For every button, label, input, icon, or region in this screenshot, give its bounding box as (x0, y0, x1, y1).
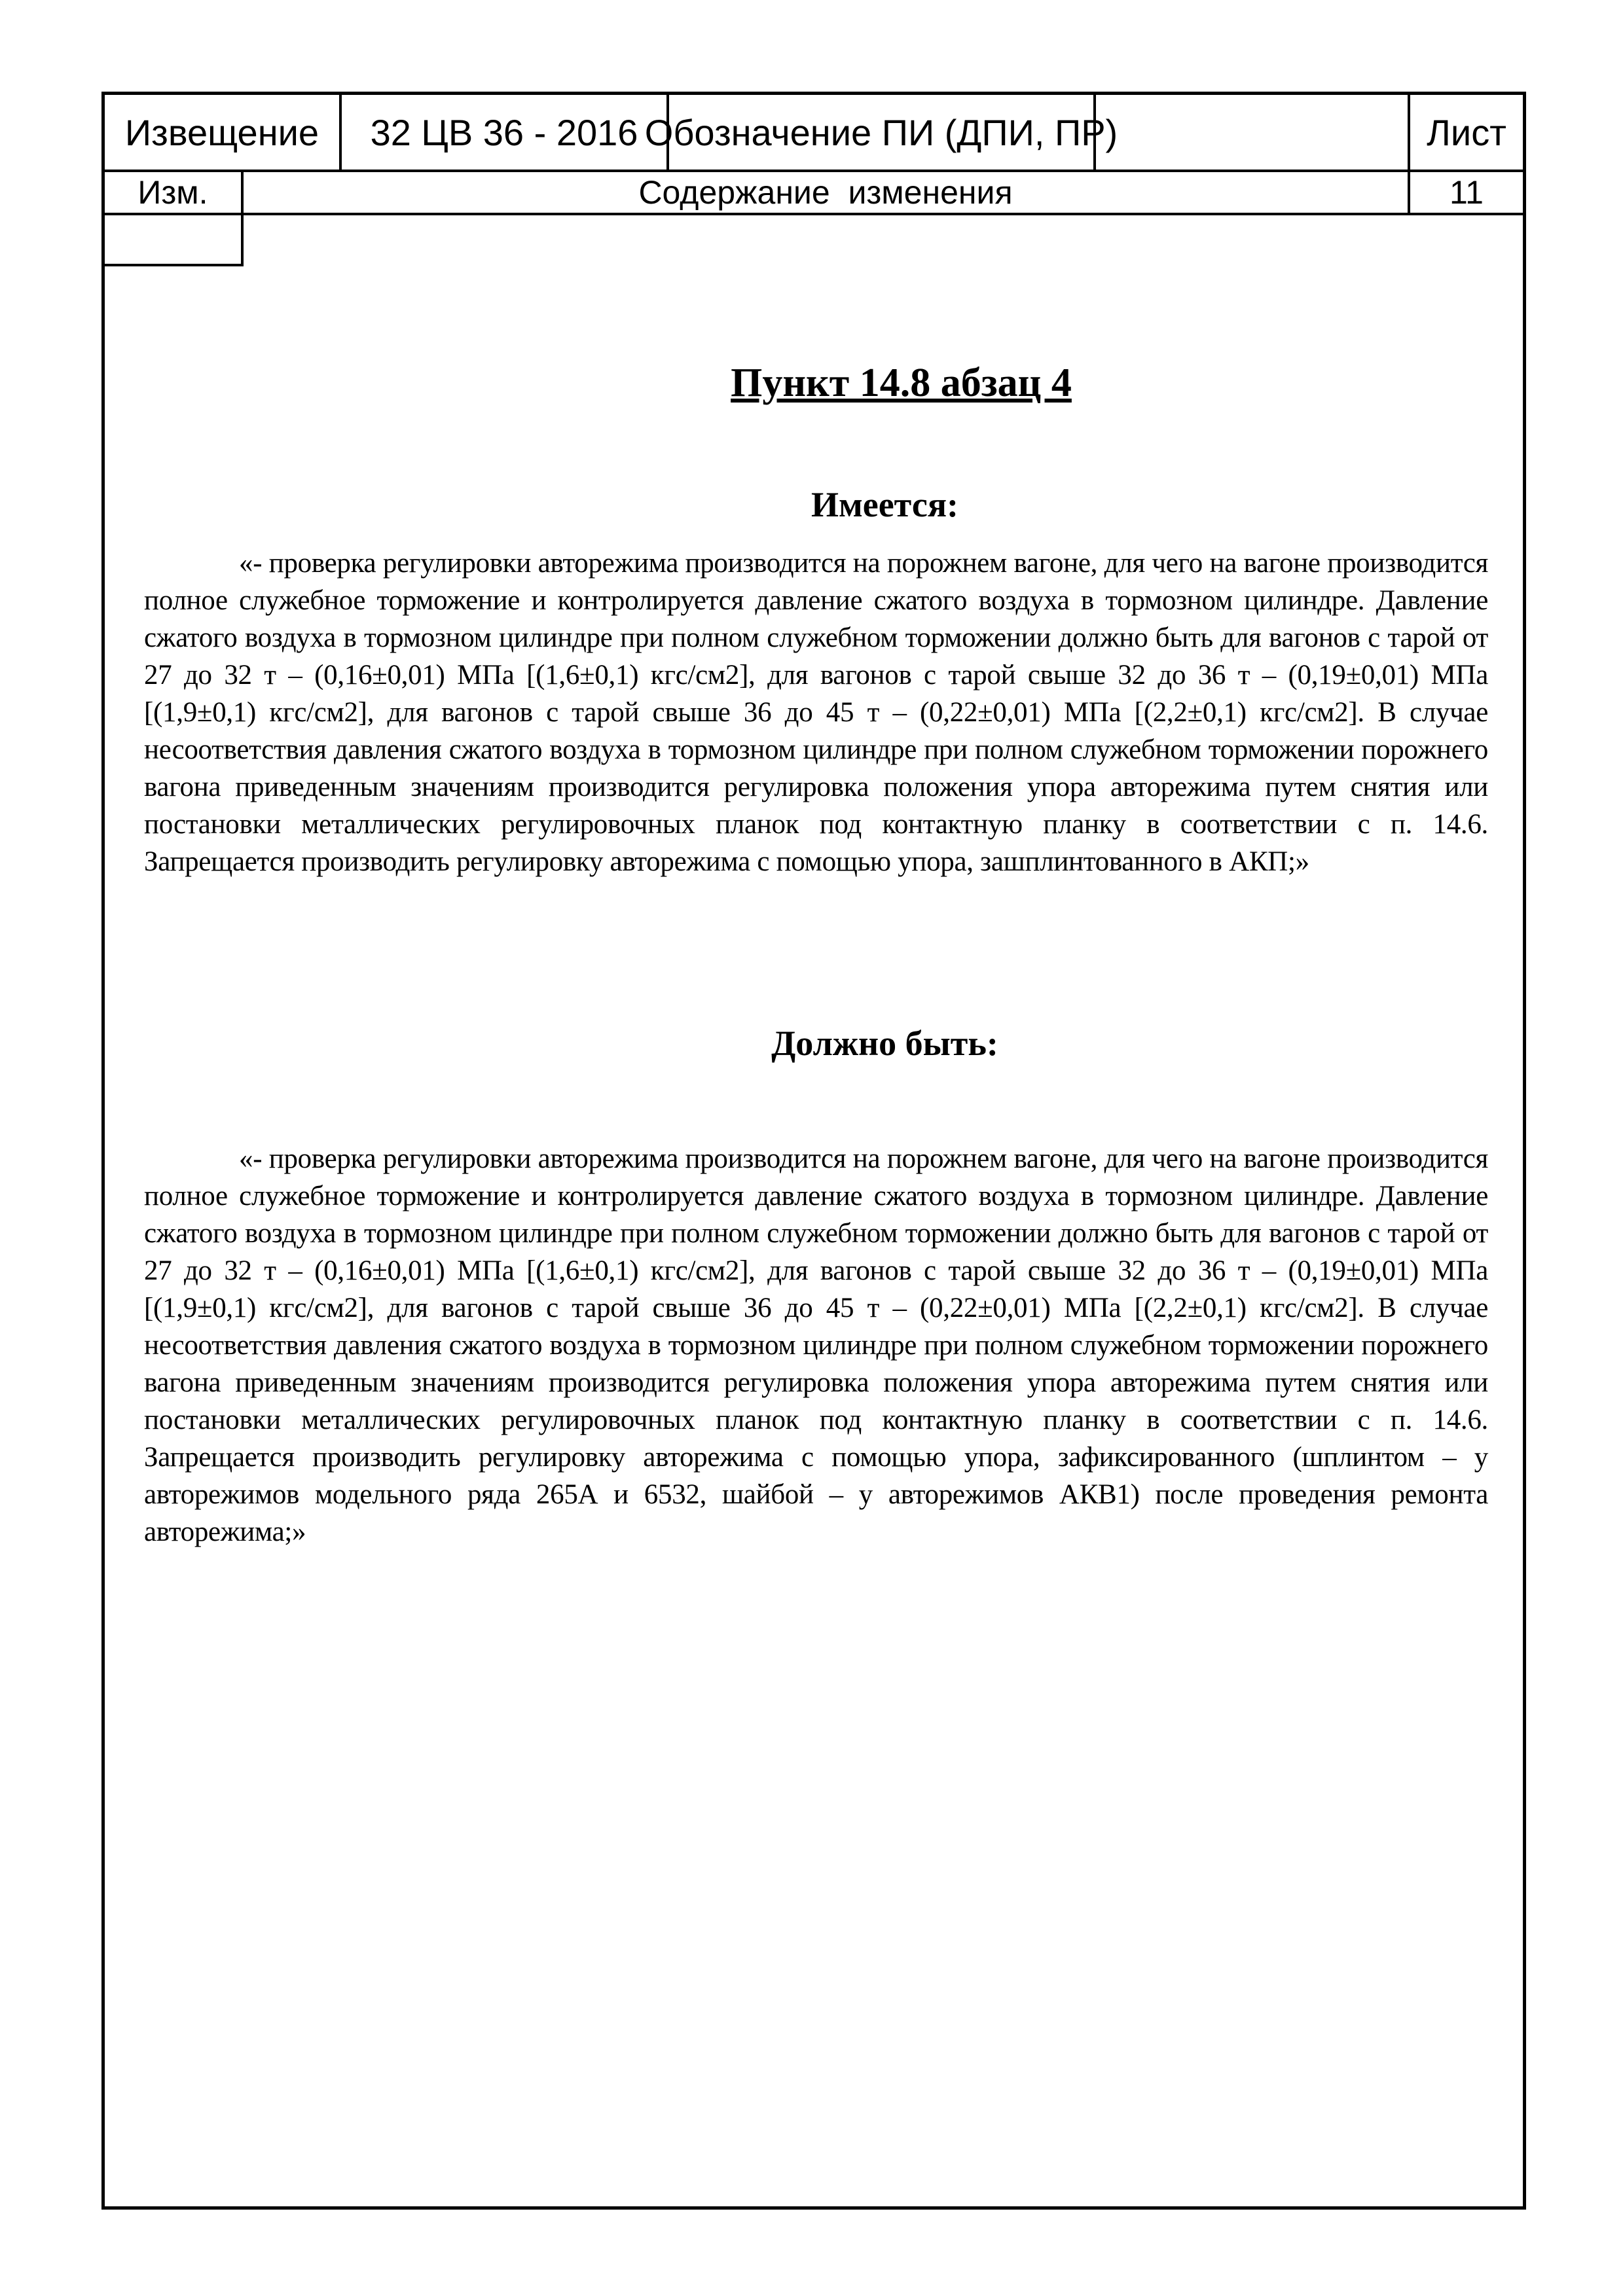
content-label-cell (244, 172, 1410, 215)
designation-label-cell (644, 95, 1118, 172)
notice-number: 32 ЦВ 36 - 2016 (370, 111, 638, 153)
change-label: Изм. (137, 174, 208, 211)
sheet-number: 11 (1450, 174, 1484, 211)
notice-label-cell (105, 95, 342, 172)
sheet-number-cell (1410, 172, 1523, 215)
notice-number-cell (342, 95, 669, 172)
change-label-cell (105, 172, 244, 215)
content-label: Содержание изменения (638, 174, 1013, 211)
existing-heading: Имеется: (811, 485, 959, 524)
document-frame (101, 92, 1526, 2210)
designation-label: Обозначение ПИ (ДПИ, ПР) (644, 111, 1118, 153)
notice-label: Извещение (124, 111, 319, 153)
change-number-box (105, 215, 244, 266)
should-paragraph: «- проверка регулировки авторежима производится на порожнем вагоне, для чего на вагоне производится полное служебное торможение и контролируется давление сжатого воздуха в тормозном цилиндре. Давление сжатого воздуха в тормозном цилиндре при полном служебном торможении должно быть для вагонов с тарой от 27 до 32 т – (0,16±0,01) МПа [(1,6±0,1) кгс/см2], для вагонов с тарой свыше 32 до 36 т – (0,19±0,01) МПа [(1,9±0,1) кгс/см2], для вагонов с тарой свыше 36 до 45 т – (0,22±0,01) МПа [(2,2±0,1) кгс/см2]. В случае несоответствия давления сжатого воздуха в тормозном цилиндре при полном служебном торможении порожнего вагона приведенным значениям производится регулировка положения упора авторежима путем снятия или постановки металлических регулировочных планок под контактную планку в соответствии с п. 14.6. Запрещается производить регулировку авторежима с помощью упора, зафиксированного (шплинтом – у авторежимов модельного ряда 265А и 6532, шайбой – у авторежимов АКВ1) после проведения ремонта авторежима;» (144, 1143, 1488, 1547)
should-heading: Должно быть: (771, 1024, 998, 1063)
sheet-label-cell (1410, 95, 1523, 172)
designation-value-cell (1096, 95, 1410, 172)
sheet-label: Лист (1427, 111, 1506, 153)
section-title: Пункт 14.8 абзац 4 (731, 361, 1072, 405)
existing-paragraph: «- проверка регулировки авторежима производится на порожнем вагоне, для чего на вагоне производится полное служебное торможение и контролируется давление сжатого воздуха в тормозном цилиндре. Давление сжатого воздуха в тормозном цилиндре при полном служебном торможении должно быть для вагонов с тарой от 27 до 32 т – (0,16±0,01) МПа [(1,6±0,1) кгс/см2], для вагонов с тарой свыше 32 до 36 т – (0,19±0,01) МПа [(1,9±0,1) кгс/см2], для вагонов с тарой свыше 36 до 45 т – (0,22±0,01) МПа [(2,2±0,1) кгс/см2]. В случае несоответствия давления сжатого воздуха в тормозном цилиндре при полном служебном торможении порожнего вагона приведенным значениям производится регулировка положения упора авторежима путем снятия или постановки металлических регулировочных планок под контактную планку в соответствии с п. 14.6. Запрещается производить регулировку авторежима с помощью упора, зашплинтованного в АКП;» (144, 548, 1488, 877)
